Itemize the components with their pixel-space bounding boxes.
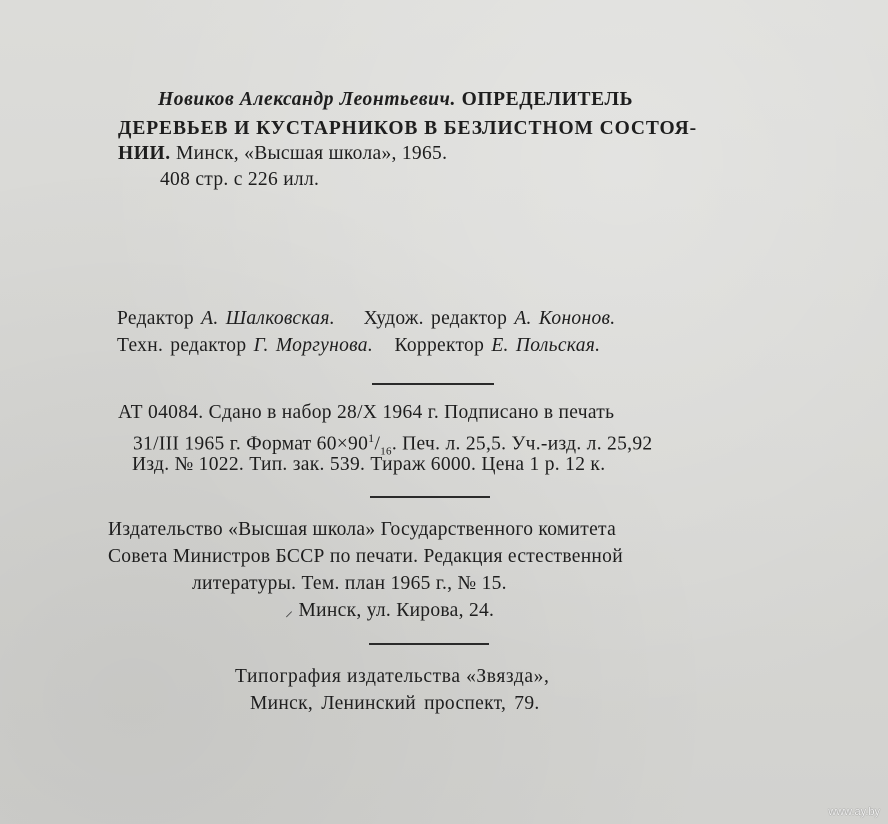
book-title-start: ОПРЕДЕЛИТЕЛЬ [461,89,634,110]
book-title-end: НИИ. [118,143,171,164]
art-editor-label: Худож. редактор [363,308,508,329]
print-sheets-text: . Печ. л. 25,5. Уч.-изд. л. 25,92 [391,433,653,455]
editors-line-2 [117,334,600,358]
divider-1 [372,383,494,385]
publisher-address: Минск, ул. Кирова, 24. [298,600,495,621]
print-details-line-1: АТ 04084. Сдано в набор 28/X 1964 г. Подписано в печать [118,402,615,423]
title-line-3 [118,142,447,166]
publisher-line-3: литературы. Тем. план 1965 г., № 15. [192,573,507,594]
editor-label: Редактор [117,308,194,329]
tech-editor-label: Техн. редактор [117,335,247,356]
print-details-line-2: 31/III 1965 г. Формат $60\times 90^1/_{16}$. Печ. л. 25,5. Уч.-изд. л. 25,92 [133,431,653,458]
publisher-line-4 [285,599,494,624]
editors-line-1 [117,307,615,331]
format-denominator: 16 [380,445,392,458]
pages-info: 408 стр. с 226 илл. [160,169,320,190]
author-name: Новиков Александр Леонтьевич. [158,89,456,110]
publisher-info: Минск, «Высшая школа», 1965. [175,143,448,164]
pen-mark: ⸝ [285,603,294,620]
printer-line-2: Минск, Ленинский проспект, 79. [250,693,540,714]
publisher-line-2: Совета Министров БССР по печати. Редакция естественной [108,546,623,567]
divider-2 [370,496,490,498]
corrector-label: Корректор [394,335,485,356]
publisher-line-1: Издательство «Высшая школа» Государственного комитета [108,519,617,540]
divider-3 [369,643,489,645]
tech-editor-name: Г. Моргунова. [253,335,373,356]
watermark: www.ay.by [828,806,880,818]
printer-line-1: Типография издательства «Звязда», [235,666,550,687]
format-numerator: 1 [368,431,375,445]
art-editor-name: А. Кононов. [514,308,616,329]
format-text: 31/III 1965 г. Формат 60×90 [133,433,369,455]
title-line-2: ДЕРЕВЬЕВ И КУСТАРНИКОВ В БЕЗЛИСТНОМ СОСТОЯ- [118,118,698,139]
print-details-line-3: Изд. № 1022. Тип. зак. 539. Тираж 6000. Цена 1 р. 12 к. [132,454,606,475]
corrector-name: Е. Польская. [491,335,601,356]
editor-name: А. Шалковская. [201,308,335,329]
title-line-1 [158,88,633,112]
